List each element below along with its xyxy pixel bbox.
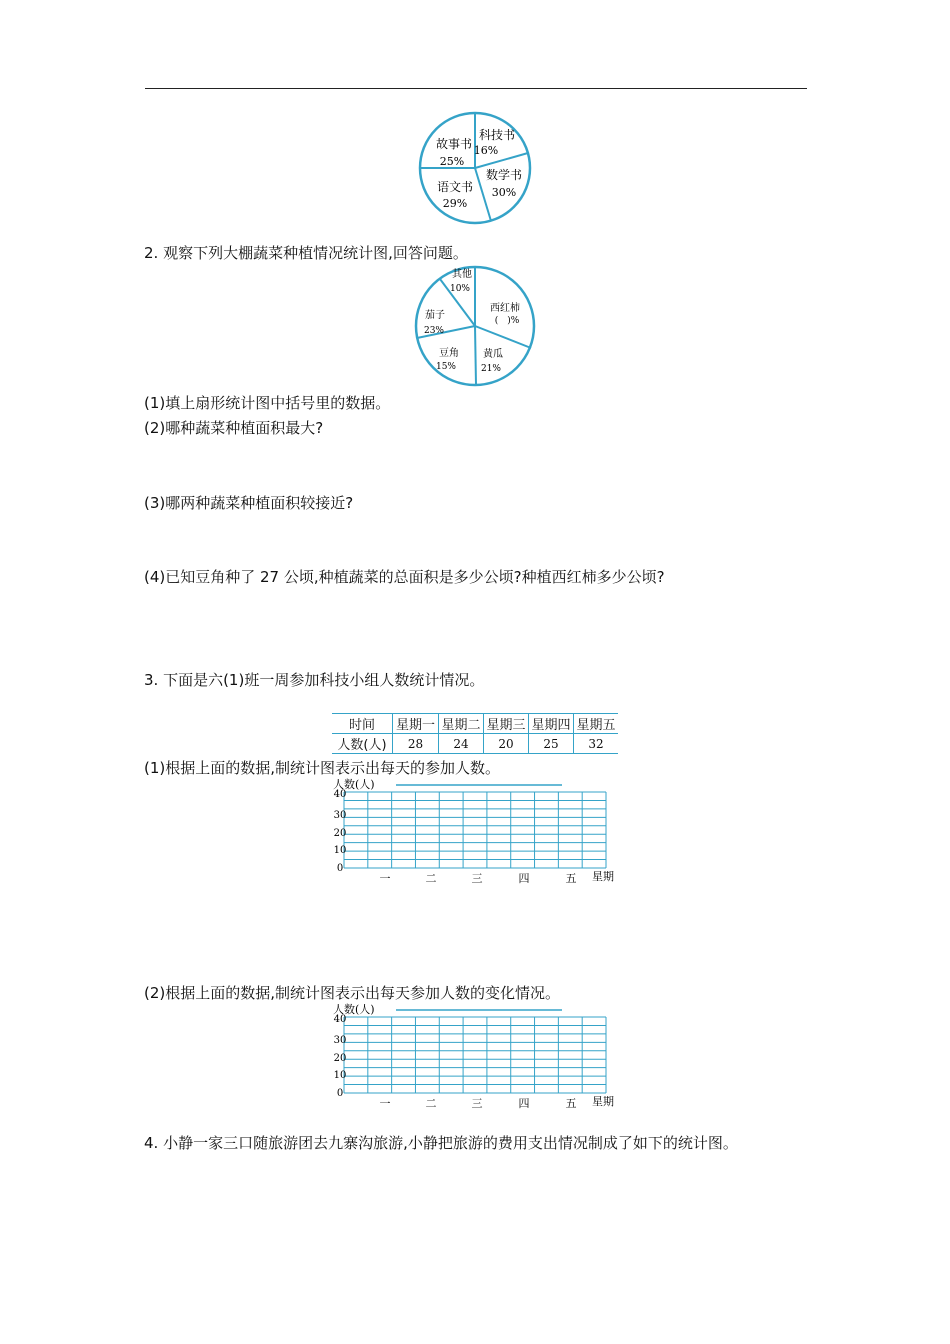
- question-2-title: 2. 观察下列大棚蔬菜种植情况统计图,回答问题。: [144, 244, 468, 262]
- x-tick-label: 二: [425, 872, 437, 885]
- x-tick-label: 五: [565, 1097, 577, 1110]
- y-tick-label: 40: [333, 789, 347, 800]
- y-axis-title: 人数(人): [333, 1003, 375, 1016]
- slice-label: 豆角: [439, 348, 459, 359]
- y-tick-label: 30: [333, 810, 347, 821]
- question-3-title: 3. 下面是六(1)班一周参加科技小组人数统计情况。: [144, 671, 485, 689]
- x-axis-title: 星期: [592, 870, 614, 883]
- question-2-part-1: (1)填上扇形统计图中括号里的数据。: [144, 394, 391, 412]
- slice-label: 故事书: [435, 137, 473, 151]
- x-tick-label: 三: [471, 872, 483, 885]
- pie-divider: [475, 326, 531, 348]
- x-tick-label: 四: [518, 872, 530, 885]
- attendance-table: [332, 713, 618, 754]
- table-cell: 星期四: [529, 714, 574, 734]
- slice-percent: 23%: [423, 326, 445, 336]
- question-2-part-3: (3)哪两种蔬菜种植面积较接近?: [144, 494, 354, 512]
- gridlines: [344, 1017, 606, 1093]
- table-cell: 32: [574, 734, 619, 754]
- table-cell: 星期三: [484, 714, 529, 734]
- y-tick-label: 0: [336, 1088, 344, 1099]
- table-cell: 25: [529, 734, 574, 754]
- table-cell: 20: [484, 734, 529, 754]
- y-tick-label: 20: [333, 828, 347, 839]
- blank-line-chart-grid: [330, 1001, 620, 1113]
- top-rule: [145, 88, 807, 89]
- slice-label: 语文书: [436, 180, 474, 194]
- slice-percent: 16%: [473, 144, 499, 157]
- table-row: [332, 734, 618, 754]
- question-2-part-2: (2)哪种蔬菜种植面积最大?: [144, 419, 324, 437]
- slice-percent: ( )%: [494, 316, 520, 326]
- y-axis-title: 人数(人): [333, 778, 375, 791]
- x-axis-title: 星期: [592, 1095, 614, 1108]
- gridlines: [344, 792, 606, 868]
- y-tick-label: 0: [336, 863, 344, 874]
- book-pie-chart: [418, 111, 533, 226]
- table-cell: 星期二: [439, 714, 484, 734]
- slice-percent: 15%: [435, 362, 457, 372]
- table-cell: 星期五: [574, 714, 619, 734]
- question-2-part-4: (4)已知豆角种了 27 公顷,种植蔬菜的总面积是多少公顷?种植西红柿多少公顷?: [144, 568, 665, 586]
- table-cell: 28: [393, 734, 439, 754]
- slice-label: 科技书: [478, 128, 516, 142]
- y-tick-label: 10: [333, 1070, 347, 1081]
- x-tick-label: 三: [471, 1097, 483, 1110]
- pie-divider: [475, 326, 476, 385]
- x-tick-label: 五: [565, 872, 577, 885]
- x-tick-label: 一: [379, 1097, 391, 1110]
- slice-percent: 30%: [491, 186, 517, 199]
- table-cell: 星期一: [393, 714, 439, 734]
- table-header-row: [332, 714, 618, 734]
- slice-percent: 10%: [449, 284, 471, 294]
- slice-percent: 25%: [439, 155, 465, 168]
- slice-label: 茄子: [425, 310, 445, 321]
- y-tick-label: 10: [333, 845, 347, 856]
- blank-bar-chart-grid: [330, 776, 620, 888]
- x-tick-label: 一: [379, 872, 391, 885]
- question-4-title: 4. 小静一家三口随旅游团去九寨沟旅游,小静把旅游的费用支出情况制成了如下的统计图。: [144, 1134, 738, 1152]
- y-tick-label: 20: [333, 1053, 347, 1064]
- slice-label: 西红柿: [490, 303, 520, 314]
- slice-label: 数学书: [485, 168, 523, 182]
- slice-label: 其他: [452, 269, 472, 280]
- x-tick-label: 二: [425, 1097, 437, 1110]
- question-3-part-1: (1)根据上面的数据,制统计图表示出每天的参加人数。: [144, 759, 501, 777]
- slice-percent: 21%: [480, 364, 502, 374]
- table-cell: 24: [439, 734, 484, 754]
- y-tick-label: 40: [333, 1014, 347, 1025]
- y-tick-label: 30: [333, 1035, 347, 1046]
- slice-label: 黄瓜: [483, 349, 503, 360]
- slice-percent: 29%: [442, 197, 468, 210]
- table-cell: 时间: [332, 714, 393, 734]
- question-3-part-2: (2)根据上面的数据,制统计图表示出每天参加人数的变化情况。: [144, 984, 561, 1002]
- x-tick-label: 四: [518, 1097, 530, 1110]
- table-cell: 人数(人): [332, 734, 393, 754]
- vegetable-pie-chart: [413, 264, 538, 389]
